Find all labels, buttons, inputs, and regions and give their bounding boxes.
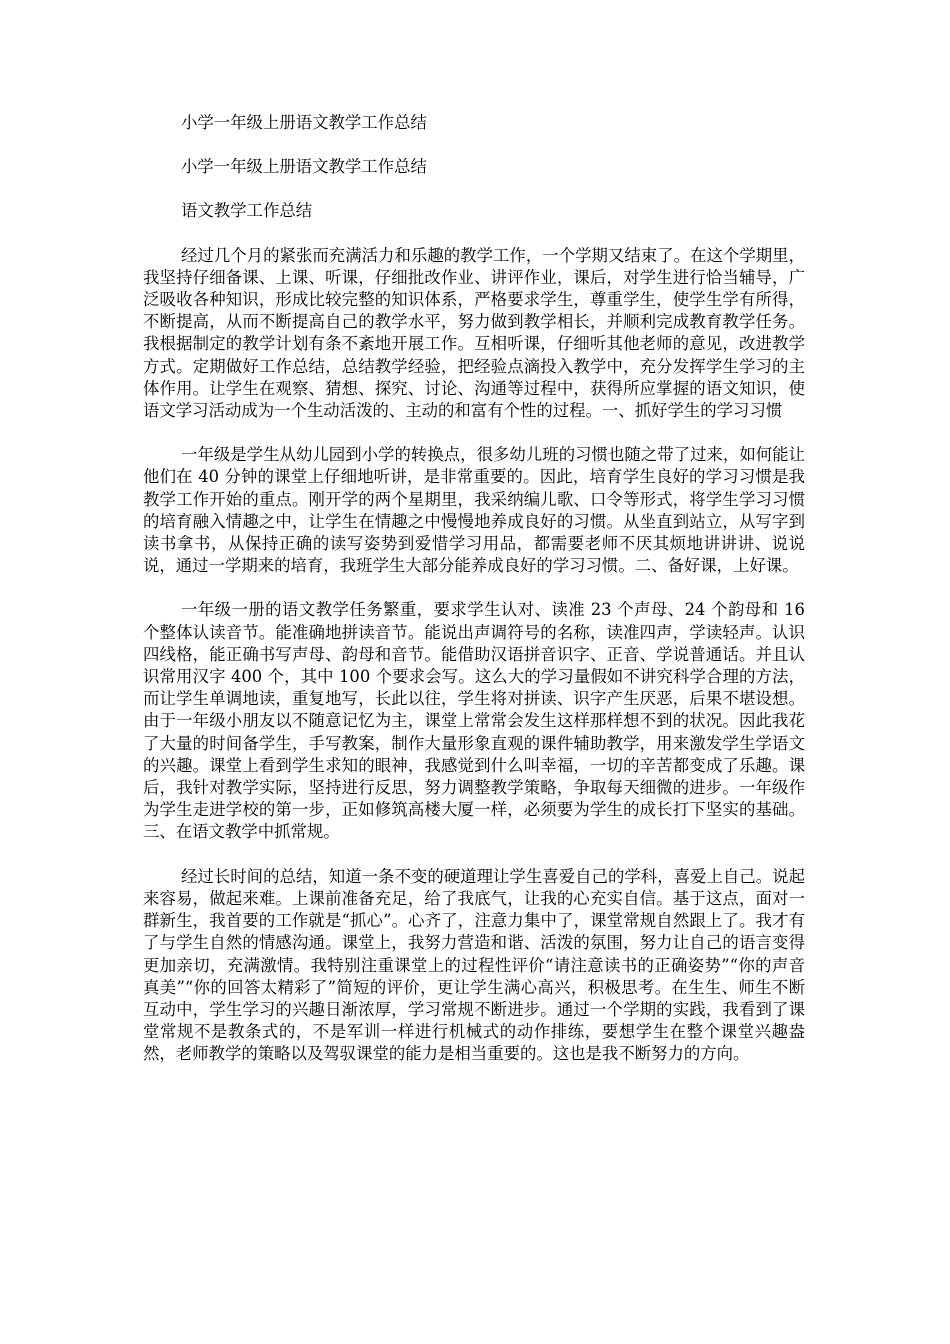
document-subtitle: 语文教学工作总结 [181,201,313,221]
paragraph-study-habits: 一年级是学生从幼儿园到小学的转换点，很多幼儿班的习惯也随之带了过来，如何能让他们在 40 分钟的课堂上仔细地听讲，是非常重要的。因此，培育学生良好的学习习惯是我教学工作开始的重点。刚开学的两个星期里，我采纳编儿歌、口令等形式，将学生学习习惯的培育融入情趣之中，让学生在情趣之中慢慢地养成良好的习惯。从坐直到站立，从写字到读书拿书，从保持正确的读写姿势到爱惜学习用品，都需要老师不厌其烦地讲讲讲、说说说，通过一学期来的培育，我班学生大部分能养成良好的学习习惯。二、备好课，上好课。 [143,445,805,576]
paragraph-lesson-prep: 一年级一册的语文教学任务繁重，要求学生认对、读准 23 个声母、24 个韵母和 16 个整体认读音节。能准确地拼读音节。能说出声调符号的名称，读准四声，学读轻声。认识四线格，能正确书写声母、韵母和音节。能借助汉语拼音识字、正音、学说普通话。并且认识常用汉字 400 个，其中 100 个要求会写。这么大的学习量假如不讲究科学合理的方法，而让学生单调地读，重复地写，长此以往，学生将对拼读、识字产生厌恶，后果不堪设想。由于一年级小朋友以不随意记忆为主，课堂上常常会发生这样那样想不到的状况。因此我花了大量的时间备学生，手写教案，制作大量形象直观的课件辅助教学，用来激发学生学语文的兴趣。课堂上看到学生求知的眼神，我感觉到什么叫幸福，一切的辛苦都变成了乐趣。课后，我针对教学实际，坚持进行反思，努力调整教学策略，争取每天细微的进步。一年级作为学生走进学校的第一步，正如修筑高楼大厦一样，必须要为学生的成长打下坚实的基础。三、在语文教学中抓常规。 [143,600,805,842]
paragraph-intro: 经过几个月的紧张而充满活力和乐趣的教学工作，一个学期又结束了。在这个学期里，我坚持仔细备课、上课、听课，仔细批改作业、讲评作业，课后，对学生进行恰当辅导，广泛吸收各种知识，形成比较完整的知识体系，严格要求学生，尊重学生，使学生学有所得，不断提高，从而不断提高自己的教学水平，努力做到教学相长，并顺利完成教育教学任务。我根据制定的教学计划有条不紊地开展工作。互相听课，仔细听其他老师的意见，改进教学方式。定期做好工作总结，总结教学经验，把经验点滴投入教学中，充分发挥学生学习的主体作用。让学生在观察、猜想、探究、讨论、沟通等过程中，获得所应掌握的语文知识，使语文学习活动成为一个生动活泼的、主动的和富有个性的过程。一、抓好学生的学习习惯 [143,245,805,421]
document-title: 小学一年级上册语文教学工作总结 [181,113,427,132]
paragraph-classroom-routine: 经过长时间的总结，知道一条不变的硬道理让学生喜爱自己的学科，喜爱上自己。说起来容易，做起来难。上课前准备充足，给了我底气，让我的心充实自信。基于这点，面对一群新生，我首要的工作就是“抓心”。心齐了，注意力集中了，课堂常规自然跟上了。我才有了与学生自然的情感沟通。课堂上，我努力营造和谐、活泼的氛围，努力让自己的语言变得更加亲切，充满激情。我特别注重课堂上的过程性评价“请注意读书的正确姿势”“你的声音真美”“你的回答太精彩了”简短的评价，更让学生满心高兴，积极思考。在生生、师生不断互动中，学生学习的兴趣日渐浓厚，学习常规不断进步。通过一个学期的实践，我看到了课堂常规不是教条式的，不是军训一样进行机械式的动作排练，要想学生在整个课堂兴趣盎然，老师教学的策略以及驾驭课堂的能力是相当重要的。这也是我不断努力的方向。 [143,866,805,1064]
document-body [143,112,805,1088]
document-title-repeat: 小学一年级上册语文教学工作总结 [181,157,427,177]
